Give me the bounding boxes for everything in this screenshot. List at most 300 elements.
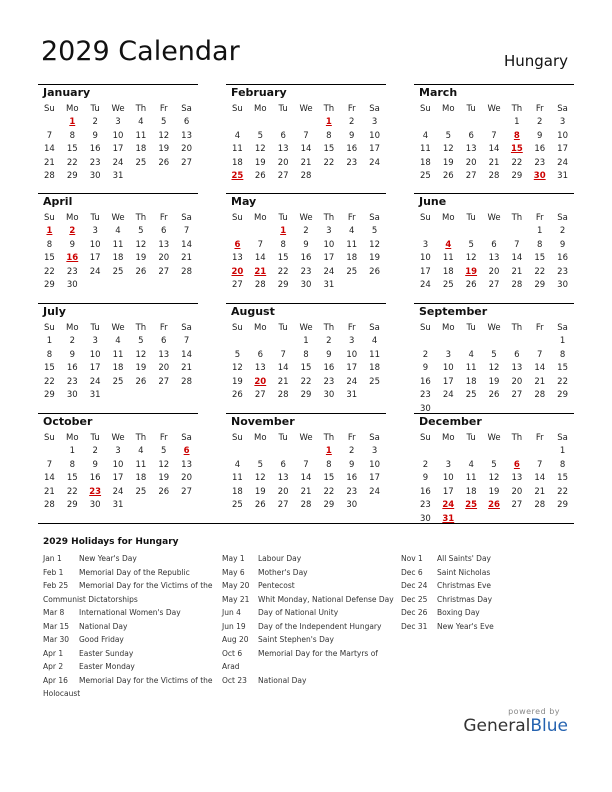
day-cell: 24 [112,486,124,497]
holiday-name: Whit Monday, National Defense Day [258,594,394,604]
empty-day-cell [414,116,437,130]
day-cell: 20 [465,157,477,168]
week-row [226,349,386,363]
weekday-label: Th [323,433,335,443]
week-row [38,376,198,390]
day-cell: 27 [254,390,266,400]
day-cell: 17 [89,253,101,263]
holiday-day-cell: 1 [46,226,53,236]
day-cell: 9 [349,130,355,141]
day-cell: 23 [534,157,546,168]
day-cell: 20 [158,253,170,263]
empty-day-cell [363,279,386,293]
day-cell: 10 [346,349,358,360]
day-cell: 16 [323,363,335,373]
day-cell: 24 [442,390,454,400]
day-cell: 18 [112,363,124,373]
holiday-day-cell: 1 [325,117,332,127]
empty-day-cell [483,335,506,349]
day-cell: 13 [511,363,523,373]
day-cell: 10 [442,363,454,373]
day-cell: 12 [135,349,147,360]
holidays-title: 2029 Holidays for Hungary [43,537,179,547]
day-cell: 13 [254,363,266,373]
holiday-name: Boxing Day [437,608,480,617]
weekday-label: Su [420,323,431,333]
week-row [226,143,386,157]
empty-day-cell [226,116,249,130]
holiday-item [43,566,215,580]
day-cell: 25 [369,376,380,387]
week-row [38,157,198,171]
weekday-label: Mo [66,433,79,443]
week-row [38,349,198,363]
week-row [38,459,198,473]
day-cell: 11 [112,239,124,250]
holiday-name: Day of National Unity [258,608,339,617]
weekday-label: Mo [442,213,455,223]
day-cell: 11 [346,239,358,250]
weekday-label: Mo [254,323,267,333]
holiday-name: Labour Day [258,554,302,563]
day-cell: 11 [135,130,147,141]
day-cell: 22 [44,376,55,387]
day-cell: 18 [135,144,147,154]
day-cell: 28 [534,500,546,510]
day-cell: 15 [534,253,546,263]
day-cell: 10 [442,473,454,483]
empty-day-cell [129,499,152,513]
day-cell: 12 [254,144,266,154]
day-cell: 20 [511,376,523,387]
weekday-row [38,432,198,445]
day-cell: 12 [488,473,500,483]
empty-day-cell [340,170,363,184]
weekday-label: Sa [181,323,192,333]
day-cell: 31 [346,390,358,400]
holiday-date: Oct 23 [222,675,247,685]
day-cell: 8 [326,130,332,141]
day-cell: 9 [92,459,98,470]
day-cell: 17 [323,253,335,263]
month-name: September [414,303,574,322]
day-cell: 31 [112,500,124,510]
week-row [414,116,574,130]
weekday-label: Sa [181,104,192,114]
empty-day-cell [38,445,61,459]
day-cell: 2 [92,117,98,127]
day-cell: 2 [326,336,332,346]
weekday-label: Th [511,213,523,223]
weekday-label: We [487,323,501,333]
weekday-label: Fr [535,433,544,443]
day-cell: 16 [89,144,101,154]
day-cell: 31 [112,171,124,181]
holiday-day-cell: 20 [231,266,244,277]
holiday-date: May 1 [222,554,245,563]
weekday-label: We [487,213,501,223]
day-cell: 24 [420,280,431,290]
weekday-label: Tu [466,213,476,223]
holiday-date: Dec 24 [401,581,428,590]
day-cell: 12 [488,363,500,373]
empty-day-cell [107,279,130,293]
day-cell: 11 [420,144,431,154]
day-cell: 7 [280,349,286,360]
week-row [38,445,198,459]
weekday-label: Su [420,104,431,114]
day-cell: 3 [371,117,378,127]
holiday-day-cell: 6 [183,446,190,456]
weekday-row [414,212,574,225]
empty-day-cell [249,225,272,239]
weekday-label: Sa [557,213,568,223]
holiday-item [43,660,215,674]
weekday-row [226,322,386,335]
weekday-label: Su [44,104,55,114]
day-cell: 3 [371,446,378,456]
holiday-item [43,687,215,701]
day-cell: 15 [557,363,568,373]
day-cell: 5 [257,130,263,141]
holiday-day-cell: 4 [445,239,452,250]
day-cell: 27 [158,266,170,277]
day-cell: 5 [161,446,167,456]
holiday-name: Memorial Day for the Victims of the [79,675,213,685]
empty-day-cell [505,225,528,239]
holiday-day-cell: 16 [66,253,79,263]
week-row [414,389,574,403]
weekday-label: Sa [181,213,192,223]
day-cell: 13 [181,130,192,141]
holiday-date: Apr 1 [43,648,64,658]
holiday-day-cell: 19 [465,266,478,277]
day-cell: 14 [181,349,192,360]
day-cell: 14 [254,253,266,263]
holiday-day-cell: 20 [254,376,267,387]
holiday-item [43,593,215,607]
holiday-item [222,552,394,566]
weekday-label: Mo [254,104,267,114]
weekday-row [226,212,386,225]
holiday-item [222,633,394,647]
day-cell: 27 [158,376,170,387]
day-cell: 25 [420,171,431,181]
weekday-row [38,103,198,116]
week-row [414,335,574,349]
day-cell: 25 [232,500,243,510]
day-cell: 28 [181,376,192,387]
empty-day-cell [295,445,318,459]
day-cell: 3 [422,239,429,250]
day-cell: 5 [161,117,167,127]
day-cell: 21 [277,376,289,387]
day-cell: 22 [323,157,335,168]
day-cell: 21 [534,486,546,497]
holiday-date: Jun 19 [222,621,246,631]
holiday-name: International Women's Day [79,608,181,617]
holiday-name: Saint Nicholas [437,567,491,577]
day-cell: 27 [277,500,289,510]
day-cell: 26 [158,486,170,497]
day-cell: 16 [346,473,358,483]
week-row [38,225,198,239]
day-cell: 13 [488,253,500,263]
weekday-row [226,103,386,116]
day-cell: 11 [135,459,147,470]
day-cell: 14 [44,473,55,483]
holiday-date: May 20 [222,581,250,590]
day-cell: 31 [557,171,568,181]
day-cell: 5 [491,349,497,360]
brand-general: General [463,716,531,736]
holiday-day-cell: 25 [231,171,244,181]
empty-day-cell [483,445,506,459]
week-row [38,499,198,513]
day-cell: 22 [44,266,55,277]
weekday-label: Su [232,323,243,333]
day-cell: 15 [300,363,312,373]
day-cell: 28 [534,390,546,400]
brand-logo[interactable] [463,707,568,736]
page-title: 2029 Calendar [41,36,240,67]
day-cell: 14 [534,473,546,483]
weekday-row [226,432,386,445]
day-cell: 17 [346,363,358,373]
holiday-name: Memorial Day for the Martyrs of [258,648,378,658]
day-cell: 28 [254,280,266,290]
day-cell: 15 [323,473,335,483]
week-row [414,266,574,280]
day-cell: 29 [66,171,78,181]
weekday-label: Mo [442,323,455,333]
weekday-label: Tu [278,213,288,223]
day-cell: 26 [254,171,266,181]
month-june [414,193,574,293]
weekday-label: Th [323,323,335,333]
day-cell: 15 [44,253,55,263]
holiday-item [222,674,394,688]
day-cell: 11 [369,349,380,360]
day-cell: 4 [371,336,378,346]
day-cell: 14 [300,144,312,154]
empty-day-cell [363,389,386,403]
empty-day-cell [363,499,386,513]
day-cell: 27 [181,157,192,168]
holiday-item [222,647,394,661]
day-cell: 6 [183,117,190,127]
day-cell: 18 [465,486,477,497]
empty-day-cell [107,389,130,403]
day-cell: 1 [537,226,543,236]
day-cell: 16 [89,473,101,483]
day-cell: 6 [280,459,286,470]
holiday-date: Feb 25 [43,581,69,590]
week-row [226,252,386,266]
day-cell: 17 [442,376,454,387]
day-cell: 23 [346,157,358,168]
day-cell: 5 [138,336,144,346]
day-cell: 15 [277,253,289,263]
day-cell: 18 [232,486,243,497]
day-cell: 28 [300,500,312,510]
weekday-label: Sa [369,433,380,443]
week-row [226,116,386,130]
holiday-name: Pentecost [258,581,295,590]
weekday-label: Sa [557,104,568,114]
month-august [226,303,386,403]
empty-day-cell [414,335,437,349]
holiday-day-cell: 24 [442,500,455,510]
week-row [38,486,198,500]
day-cell: 26 [465,280,477,290]
day-cell: 3 [349,336,355,346]
brand-name [463,716,568,736]
day-cell: 22 [323,486,335,497]
day-cell: 29 [44,390,55,400]
holiday-name: Mother's Day [258,567,308,577]
day-cell: 12 [465,253,477,263]
weekday-label: Tu [90,104,100,114]
day-cell: 23 [89,157,101,168]
day-cell: 30 [66,280,78,290]
day-cell: 5 [468,239,474,250]
day-cell: 9 [69,239,75,250]
day-cell: 7 [303,459,309,470]
day-cell: 18 [112,253,124,263]
day-cell: 4 [349,226,355,236]
weekday-label: Mo [66,104,79,114]
day-cell: 24 [369,486,380,497]
day-cell: 19 [488,376,500,387]
day-cell: 22 [300,376,312,387]
day-cell: 24 [89,266,101,277]
day-cell: 25 [135,486,147,497]
day-cell: 29 [323,500,335,510]
holiday-date: Dec 31 [401,621,428,631]
day-cell: 2 [349,446,355,456]
day-cell: 30 [66,390,78,400]
weekday-label: Mo [254,213,267,223]
day-cell: 8 [559,459,566,470]
month-name: February [226,84,386,103]
empty-day-cell [175,389,198,403]
day-cell: 4 [468,459,474,470]
day-cell: 29 [300,390,312,400]
weekday-label: We [111,433,125,443]
week-row [226,157,386,171]
day-cell: 25 [465,390,477,400]
week-row [38,130,198,144]
day-cell: 10 [369,130,380,141]
holiday-day-cell: 6 [234,239,241,250]
weekday-label: Sa [369,323,380,333]
weekday-label: Tu [278,323,288,333]
week-row [414,130,574,144]
day-cell: 20 [181,473,192,483]
bottom-divider [38,523,574,524]
week-row [226,279,386,293]
week-row [414,486,574,500]
holiday-date: Apr 16 [43,675,68,685]
month-name: December [414,413,574,432]
week-row [38,389,198,403]
day-cell: 14 [300,473,312,483]
day-cell: 13 [158,239,170,250]
holiday-date: Jan 1 [43,554,62,563]
day-cell: 24 [89,376,101,387]
weekday-label: Tu [466,433,476,443]
powered-by-text: powered by [508,707,560,716]
week-row [414,459,574,473]
day-cell: 16 [420,486,431,497]
day-cell: 26 [158,157,170,168]
day-cell: 4 [468,349,474,360]
holiday-column-3 [401,552,571,633]
week-row [414,349,574,363]
holiday-item [401,593,571,607]
holiday-day-cell: 6 [513,459,520,470]
month-name: August [226,303,386,322]
month-name: May [226,193,386,212]
day-cell: 11 [112,349,124,360]
day-cell: 18 [232,157,243,168]
weekday-label: Fr [347,323,356,333]
day-cell: 22 [66,157,78,168]
day-cell: 21 [44,486,55,497]
day-cell: 21 [300,486,312,497]
day-cell: 7 [491,130,497,141]
holiday-item [222,566,394,580]
day-cell: 21 [534,376,546,387]
month-name: March [414,84,574,103]
weekday-label: Tu [278,104,288,114]
day-cell: 28 [181,266,192,277]
day-cell: 3 [445,459,451,470]
day-cell: 10 [420,253,431,263]
day-cell: 10 [369,459,380,470]
weekday-label: Su [420,433,431,443]
day-cell: 29 [557,500,568,510]
week-row [226,445,386,459]
day-cell: 16 [557,253,568,263]
week-row [226,376,386,390]
holiday-name: National Day [258,675,307,685]
empty-day-cell [152,389,175,403]
day-cell: 27 [232,280,243,290]
day-cell: 22 [66,486,78,497]
holiday-date: May 6 [222,567,245,577]
day-cell: 15 [557,473,568,483]
day-cell: 28 [300,171,312,181]
week-row [226,486,386,500]
holiday-name: Memorial Day for the Victims of the [79,581,213,590]
day-cell: 24 [323,266,335,277]
holiday-name: Memorial Day of the Republic [79,567,190,577]
day-cell: 7 [46,130,53,141]
day-cell: 2 [559,226,566,236]
weekday-label: Tu [466,323,476,333]
day-cell: 3 [92,226,98,236]
holiday-item [43,620,215,634]
weekday-label: Th [511,104,523,114]
day-cell: 29 [557,390,568,400]
weekday-label: Sa [557,433,568,443]
brand-blue: Blue [530,716,568,736]
empty-day-cell [437,445,460,459]
week-row [414,499,574,513]
holiday-day-cell: 15 [510,144,523,154]
